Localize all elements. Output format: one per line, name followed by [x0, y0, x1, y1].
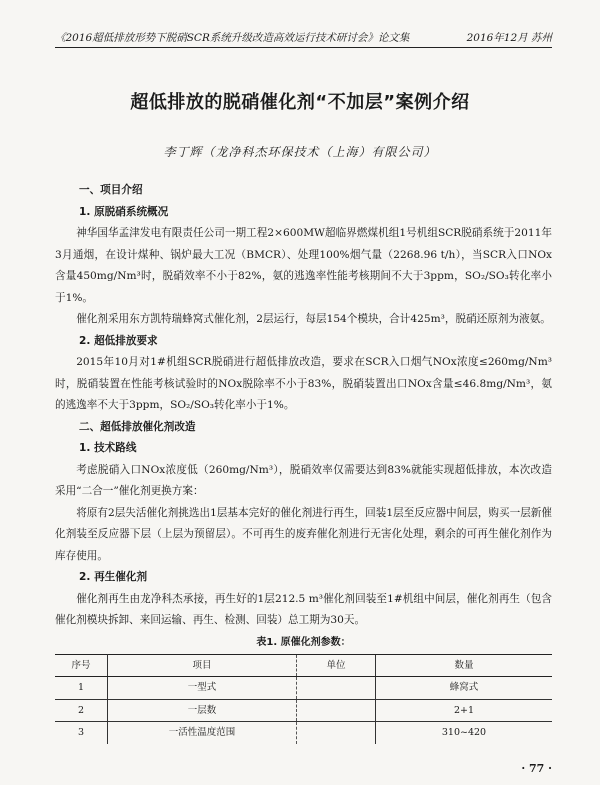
paragraph-3: 2015年10月对1#机组SCR脱硝进行超低排放改造，要求在SCR入口烟气NOx浓度≤260mg/Nm³时，脱硝装置在性能考核试验时的NOx脱除率不小于83%，脱硝装置出口NOx含量≤46.8mg/Nm³，氨的逃逸率不大于3ppm，SO₂/SO₃转化率小于1%。 [55, 356, 552, 411]
subsection-heading-2-2: 2. 再生催化剂 [79, 571, 148, 583]
cell-unit [297, 699, 376, 722]
cell-item: 一活性温度范围 [108, 722, 297, 744]
header-no: 序号 [55, 654, 108, 677]
cell-unit [297, 722, 376, 744]
subsection-heading-2-1: 1. 技术路线 [79, 442, 137, 454]
page-number: · 77 · [521, 762, 552, 775]
table-row [55, 699, 552, 722]
header-left: 《2016超低排放形势下脱硝SCR系统升级改造高效运行技术研讨会》论文集 [55, 32, 410, 44]
subsection-heading-1-1: 1. 原脱硝系统概况 [79, 205, 169, 218]
table-row [55, 722, 552, 744]
cell-item: 一层数 [108, 699, 297, 722]
paragraph-4: 考虑脱硝入口NOx浓度低（260mg/Nm³），脱硝效率仅需要达到83%就能实现超低排放，本次改造采用“二合一”催化剂更换方案： [55, 463, 552, 497]
subsection-heading-1-2: 2. 超低排放要求 [79, 334, 158, 347]
paragraph-2: 催化剂采用东方凯特瑞蜂窝式催化剂，2层运行，每层154个模块，合计425m³，脱硝还原剂为液氨。 [76, 313, 551, 325]
paragraph-5: 将原有2层失活催化剂挑选出1层基本完好的催化剂进行再生，回装1层至反应器中间层，购买一层新催化剂装至反应器下层（上层为预留层）。不可再生的废弃催化剂进行无害化处理，剩余的可再生催化剂作为库存使用。 [55, 506, 552, 562]
paper-title: 超低排放的脱硝催化剂“不加层”案例介绍 [130, 92, 470, 113]
paragraph-1: 神华国华孟津发电有限责任公司一期工程2×600MW超临界燃煤机组1号机组SCR脱硝系统于2011年3月通烟，在设计煤种、锅炉最大工况（BMCR）、处理100%烟气量（2268.96 t/h），当SCR入口NOx含量450mg/Nm³时，脱硝效率不小于82%，氨的逃逸率性能考核期间不大于3ppm，SO₂/SO₃转化率小于1%。 [55, 227, 552, 304]
cell-value: 2+1 [376, 699, 553, 722]
running-header [55, 30, 552, 46]
paragraph-6: 催化剂再生由龙净科杰承接，再生好的1层212.5 m³催化剂回装至1#机组中间层，催化剂再生（包含催化剂模块拆卸、来回运输、再生、检测、回装）总工期为30天。 [55, 592, 552, 626]
cell-no: 2 [55, 699, 108, 722]
table-caption: 表1. 原催化剂参数： [256, 636, 351, 648]
cell-no: 1 [55, 677, 108, 700]
cell-item: 一型式 [108, 677, 297, 700]
section-heading-1: 一、项目介绍 [79, 184, 143, 196]
cell-unit [297, 677, 376, 700]
header-right: 2016年12月 苏州 [466, 32, 552, 44]
cell-value: 310~420 [376, 722, 553, 744]
cell-no: 3 [55, 722, 108, 744]
body-content [55, 180, 552, 744]
table-row [55, 677, 552, 700]
cell-value: 蜂窝式 [376, 677, 553, 700]
header-item: 项目 [108, 654, 297, 677]
table-header-row [55, 654, 552, 677]
catalyst-parameter-table [55, 654, 552, 744]
author-line: 李丁辉（龙净科杰环保技术（上海）有限公司） [163, 145, 437, 159]
header-unit: 单位 [297, 654, 376, 677]
section-heading-2: 二、超低排放催化剂改造 [79, 420, 196, 433]
header-rule [55, 47, 552, 48]
header-value: 数量 [376, 654, 553, 677]
